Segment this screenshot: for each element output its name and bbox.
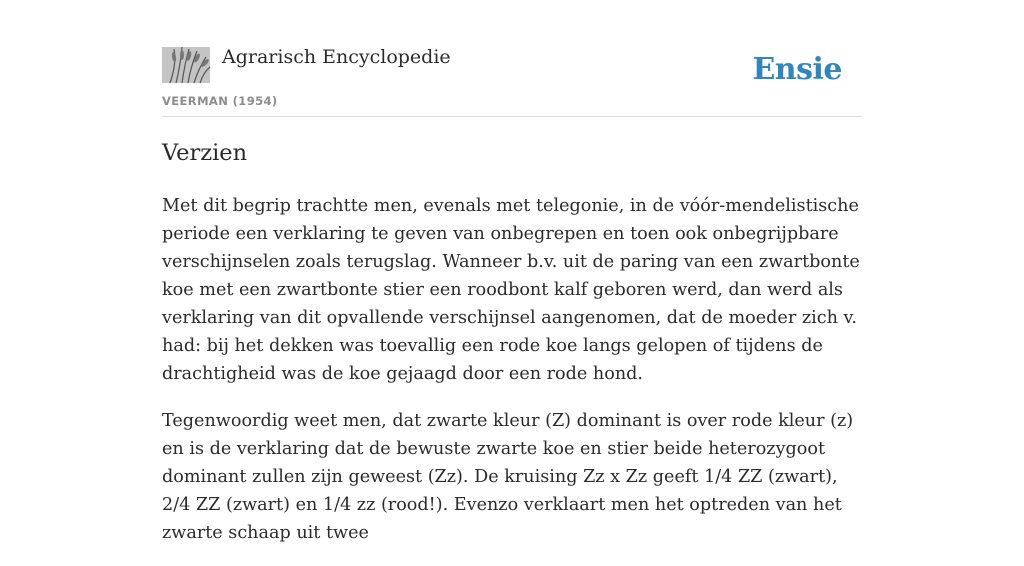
source-title-link[interactable]: Agrarisch Encyclopedie [222,46,451,68]
ensie-brand-logo[interactable]: Ensie [752,52,842,87]
article-paragraph: Met dit begrip trachtte men, evenals met telegonie, in de vóór-mendelistische periode een verklaring te geven van onbegrepen en toen ook onbegrijpbare verschijnselen zoals terugslag. Wanneer b.v. uit de paring van een zwartbonte koe met een zwartbonte stier een roodbont kalf geboren werd, dan werd als verklaring van dit opvallende verschijnsel aangenomen, dat de moeder zich v. had: bij het dekken was toevallig een rode koe langs gelopen of tijdens de drachtigheid was de koe gejaagd door een rode hond. [162,196,860,384]
source-author-year: VEERMAN (1954) [162,94,278,108]
article-title: Verzien [162,140,248,166]
article-paragraph: Tegenwoordig weet men, dat zwarte kleur (Z) dominant is over rode kleur (z) en is de verklaring dat de bewuste zwarte koe en stier beide heterozygoot dominant zullen zijn geweest (Zz). De kruising Zz x Zz geeft 1/4 ZZ (zwart), 2/4 ZZ (zwart) en 1/4 zz (rood!). Evenzo verklaart men het optreden van het zwarte schaap uit twee [162,411,854,543]
wheat-logo-icon[interactable] [162,47,210,83]
source-header [162,44,862,117]
article-body [162,192,866,566]
